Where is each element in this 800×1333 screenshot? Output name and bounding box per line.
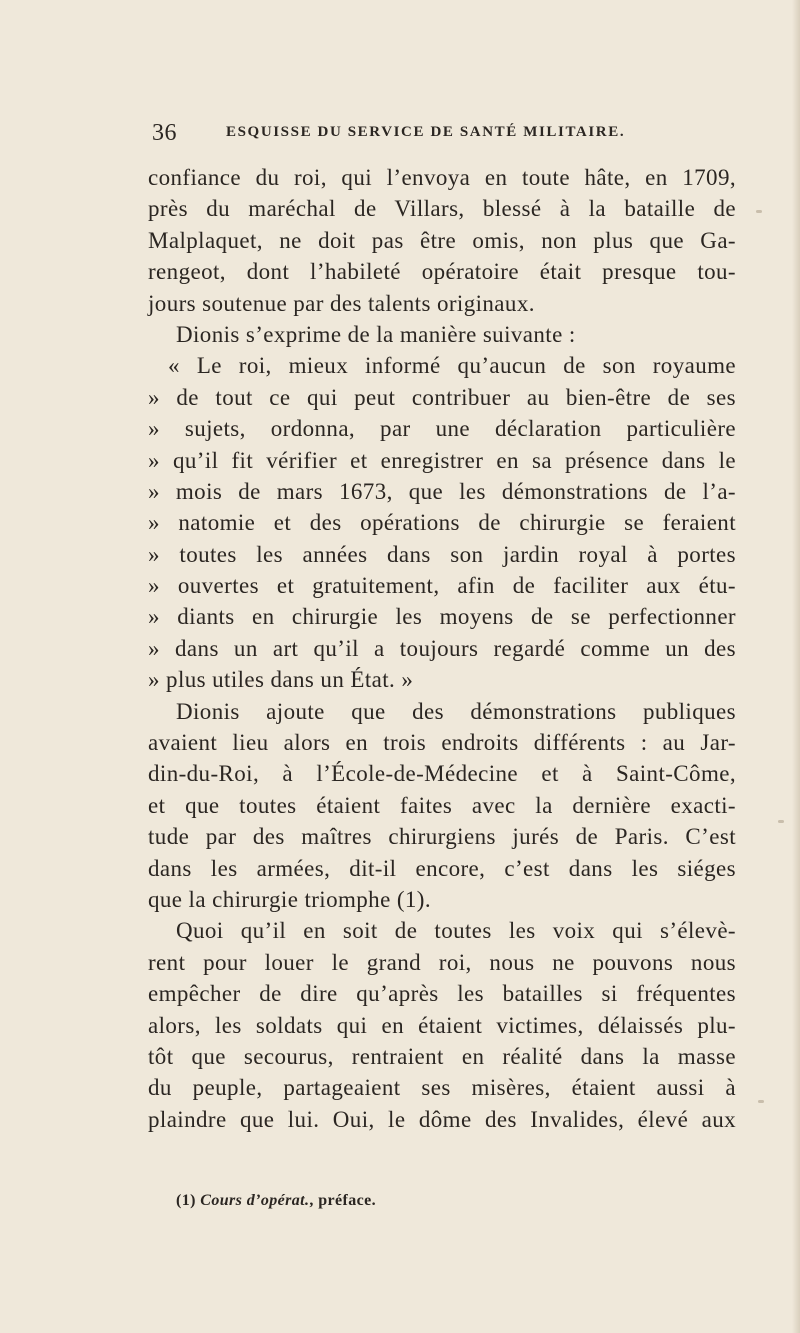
quote-line: » ouvertes et gratuitement, afin de faciliter aux étu- bbox=[148, 573, 736, 599]
text-line: confiance du roi, qui l’envoya en toute hâte, en 1709, bbox=[148, 165, 736, 190]
paper-speck bbox=[778, 820, 784, 823]
text-line: rent pour louer le grand roi, nous ne pouvons nous bbox=[148, 949, 736, 975]
footnote-source-rest: , préface. bbox=[309, 1192, 377, 1209]
footnote-source-title: Cours d’opérat. bbox=[200, 1192, 310, 1209]
paper-speck bbox=[758, 1100, 764, 1103]
quote-line: » natomie et des opérations de chirurgie se feraient bbox=[148, 510, 736, 536]
quote-line: » dans un art qu’il a toujours regardé comme un des bbox=[148, 635, 736, 661]
text-line: Malplaquet, ne doit pas être omis, non plus que Ga- bbox=[148, 227, 736, 253]
quote-line: » mois de mars 1673, que les démonstrations de l’a- bbox=[148, 478, 736, 504]
text-line: empêcher de dire qu’après les batailles si fréquentes bbox=[148, 981, 736, 1007]
quote-line: » plus utiles dans un État. » bbox=[148, 667, 414, 693]
text-line: près du maréchal de Villars, blessé à la bataille de bbox=[148, 196, 736, 222]
page-number: 36 bbox=[152, 120, 177, 146]
text-line: avaient lieu alors en trois endroits différents : au Jar- bbox=[148, 730, 736, 756]
footnote bbox=[176, 1192, 376, 1210]
text-line: du peuple, partageaient ses misères, étaient aussi à bbox=[148, 1075, 736, 1101]
paragraph-start-line: Dionis ajoute que des démonstrations publiques bbox=[176, 698, 736, 724]
quote-line: » toutes les années dans son jardin royal à portes bbox=[148, 541, 736, 567]
text-line: dans les armées, dit-il encore, c’est dans les siéges bbox=[148, 855, 736, 881]
text-line: din-du-Roi, à l’École-de-Médecine et à Saint-Côme, bbox=[148, 761, 736, 787]
footnote-marker: (1) bbox=[176, 1192, 196, 1209]
paragraph-start-line: Dionis s’exprime de la manière suivante : bbox=[176, 321, 576, 347]
page-header bbox=[152, 120, 752, 150]
text-line: plaindre que lui. Oui, le dôme des Invalides, élevé aux bbox=[148, 1106, 736, 1132]
quote-line: » sujets, ordonna, par une déclaration particulière bbox=[148, 416, 736, 442]
quote-line: « Le roi, mieux informé qu’aucun de son royaume bbox=[168, 353, 736, 379]
page-edge-shadow bbox=[792, 0, 800, 1333]
text-line: rengeot, dont l’habileté opératoire était presque tou- bbox=[148, 259, 736, 285]
body-text bbox=[148, 162, 736, 1135]
quote-line: » de tout ce qui peut contribuer au bien-être de ses bbox=[148, 384, 736, 410]
running-title: ESQUISSE DU SERVICE DE SANTÉ MILITAIRE. bbox=[226, 124, 626, 140]
text-line: que la chirurgie triomphe (1). bbox=[148, 886, 432, 912]
text-line: tôt que secourus, rentraient en réalité dans la masse bbox=[148, 1043, 736, 1069]
quote-line: » diants en chirurgie les moyens de se perfectionner bbox=[148, 604, 736, 630]
text-line: et que toutes étaient faites avec la dernière exacti- bbox=[148, 792, 736, 818]
text-line: tude par des maîtres chirurgiens jurés de Paris. C’est bbox=[148, 824, 736, 850]
paper-speck bbox=[756, 210, 762, 213]
paragraph-start-line: Quoi qu’il en soit de toutes les voix qui s’élevè- bbox=[176, 918, 736, 944]
text-line: jours soutenue par des talents originaux. bbox=[148, 290, 535, 316]
quote-line: » qu’il fit vérifier et enregistrer en sa présence dans le bbox=[148, 447, 736, 473]
text-line: alors, les soldats qui en étaient victimes, délaissés plu- bbox=[148, 1012, 736, 1038]
